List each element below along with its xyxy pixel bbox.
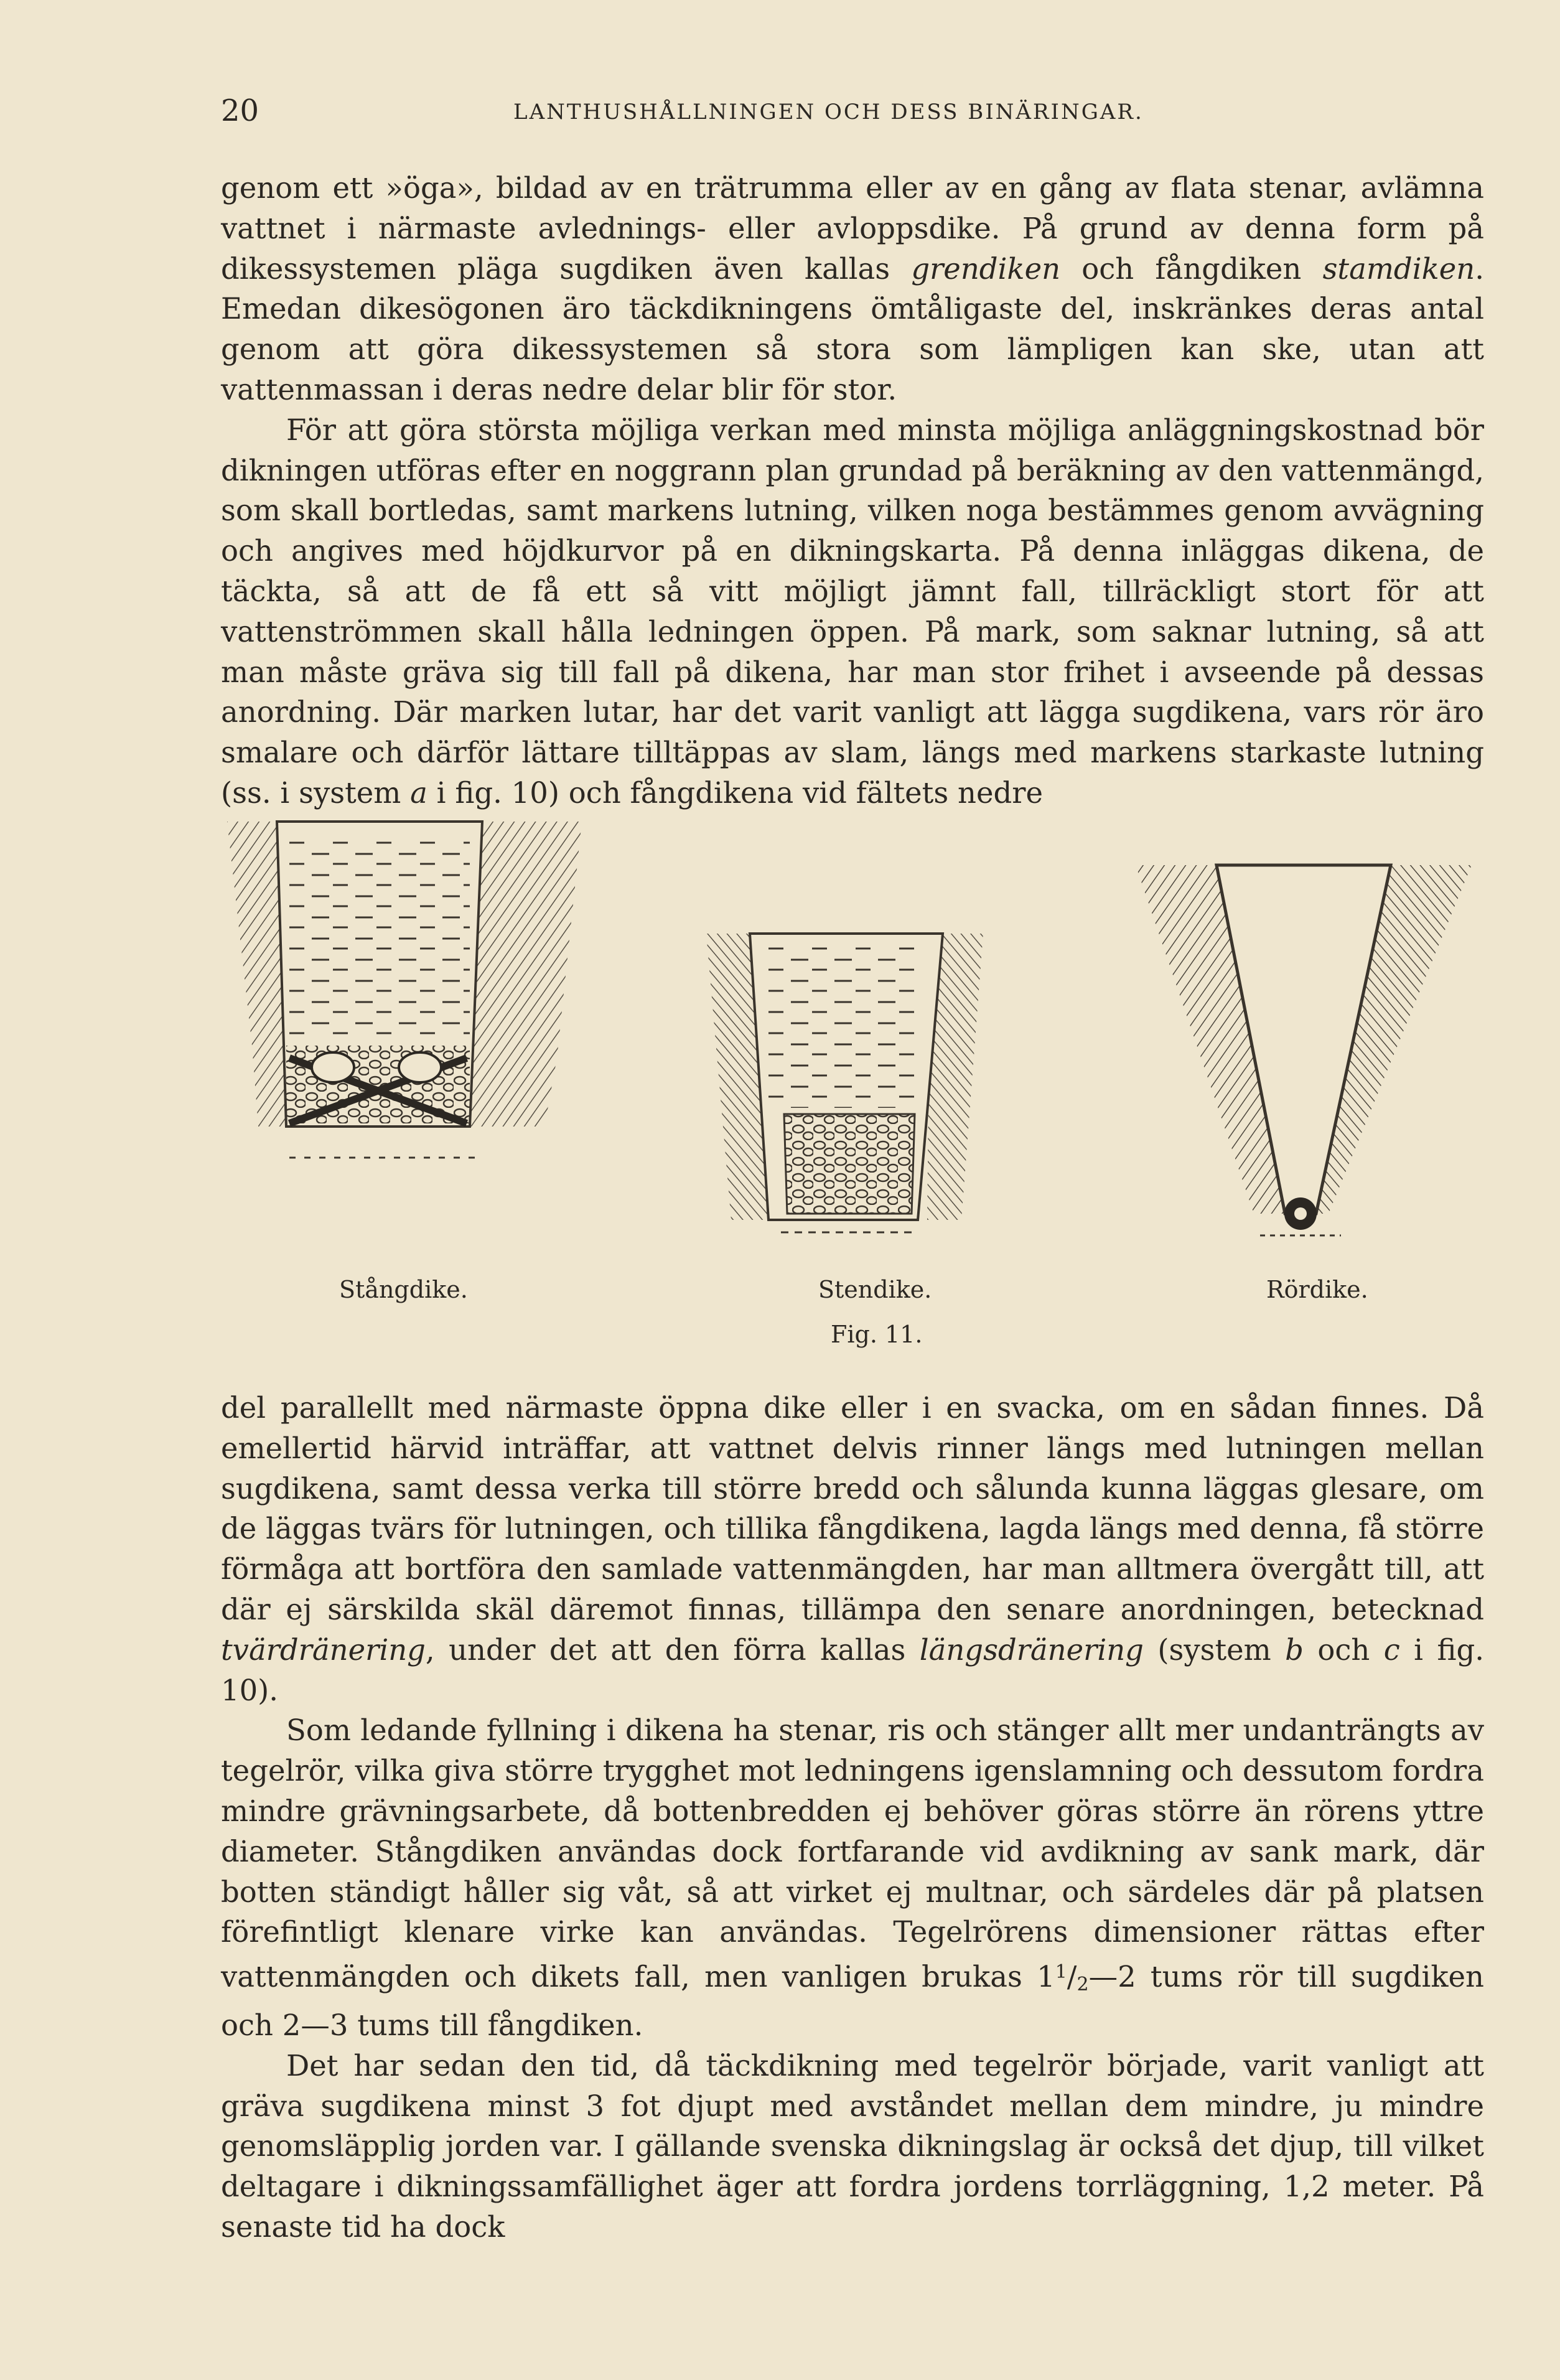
- fraction-whole: 1: [1037, 1960, 1055, 1994]
- caption-stendike: Stendike.: [818, 1276, 932, 1303]
- paragraph: del parallellt med närmaste öppna dike eller i en svacka, om en sådan finnes. Då emellertid härvid inträffar, att vattnet delvis rinner längs med lutningen mellan sugdikena, samt dessa verka till större bredd och sålunda kunna läggas glesare, om de läggas tvärs för lutningen, och tillika fångdikena, lagda längs med denna, få större förmåga att bortföra den samlade vattenmängden, har man alltmera övergått till, att där ej särskilda skäl däremot finnas, tillämpa den senare anordningen, betecknad tvärdränering, under det att den förra kallas längsdränering (system b och c i fig. 10).: [221, 1391, 1485, 1707]
- ditch-illustrations: [221, 784, 1484, 1295]
- paragraph: Som ledande fyllning i dikena ha stenar, ris och stänger allt mer undanträngts av tegelrör, vilka giva större trygghet mot ledningens igenslamning och dessutom fordra mindre grävningsarbete, då bottenbredden ej behöver göras större än rörens yttre diameter. Stångdiken användas dock fortfarande vid avdikning av sank mark, där botten ständigt håller sig våt, så att virket ej multnar, och särdeles där på platsen förefintligt klenare virke kan användas. Tegelrörens dimensioner rättas efter vattenmängden och dikets fall, men vanligen brukas $1^1/_2—2$ tums rör till sugdiken och 2—3 tums till fångdiken.: [221, 1713, 1484, 2042]
- term-stamdiken: stamdiken: [1322, 251, 1475, 286]
- caption-stangdike: Stångdike.: [339, 1276, 468, 1303]
- fraction-denominator: 2: [1077, 1974, 1089, 1996]
- term-grendiken: grendiken: [911, 251, 1061, 286]
- running-title: LANTHUSHÅLLNINGEN OCH DESS BINÄRINGAR.: [513, 100, 1144, 124]
- page-header: [221, 93, 1484, 143]
- figure-label: Fig. 11.: [831, 1321, 923, 1348]
- stangdike-illustration: [227, 822, 582, 1158]
- paragraph: Det har sedan den tid, då täckdikning med tegelrör började, varit vanligt att gräva sugdikena minst 3 fot djupt med avståndet mellan dem mindre, ju mindre genomsläpplig jorden var. I gällande svenska dikningslag är också det djup, till vilket deltagare i dikningssamfällighet äger att fordra jordens torrläggning, 1,2 meter. På senaste tid ha dock: [221, 2048, 1484, 2244]
- fraction-separator: /: [1067, 1960, 1077, 1994]
- text-block-bottom: [221, 1388, 1484, 2247]
- rordike-illustration: [1136, 865, 1472, 1235]
- figure-11: [221, 784, 1484, 1369]
- system-letter: c: [1383, 1633, 1400, 1667]
- text-block-top: [221, 168, 1484, 813]
- page-number: 20: [221, 93, 259, 128]
- caption-rordike: Rördike.: [1266, 1276, 1368, 1303]
- system-letter: a: [410, 775, 427, 810]
- system-letter: b: [1285, 1633, 1304, 1667]
- fraction-numerator: 1: [1055, 1961, 1067, 1984]
- stendike-illustration: [706, 934, 983, 1232]
- paragraph: genom ett »öga», bildad av en trätrumma eller av en gång av flata stenar, avlämna vattnet i närmaste avlednings- eller avloppsdike. På grund av denna form på dikessystemen pläga sugdiken även kallas grendiken och fångdiken stamdiken. Emedan dikesögonen äro täckdikningens ömtåligaste del, inskränkes deras antal genom att göra dikessystemen så stora som lämpligen kan ske, utan att vattenmassan i deras nedre delar blir för stor.: [221, 171, 1484, 406]
- term-tvardranering: tvärdränering: [221, 1633, 426, 1667]
- term-langsdranering: längsdränering: [919, 1633, 1144, 1667]
- paragraph: För att göra största möjliga verkan med minsta möjliga anläggningskostnad bör dikningen utföras efter en noggrann plan grundad på beräkning av den vattenmängd, som skall bortledas, samt markens lutning, vilken noga bestämmes genom avvägning och angives med höjdkurvor på en dikningskarta. På denna inläggas dikena, de täckta, så att de få ett så vitt möjligt jämnt fall, tillräckligt stort för att vattenströmmen skall hålla ledningen öppen. På mark, som saknar lutning, så att man måste gräva sig till fall på dikena, har man stor frihet i avseende på dessas anordning. Där marken lutar, har det varit vanligt att lägga sugdikena, vars rör äro smalare och därför lättare tilltäppas av slam, längs med markens starkaste lutning (ss. i system a i fig. 10) och fångdikena vid fältets nedre: [221, 413, 1484, 810]
